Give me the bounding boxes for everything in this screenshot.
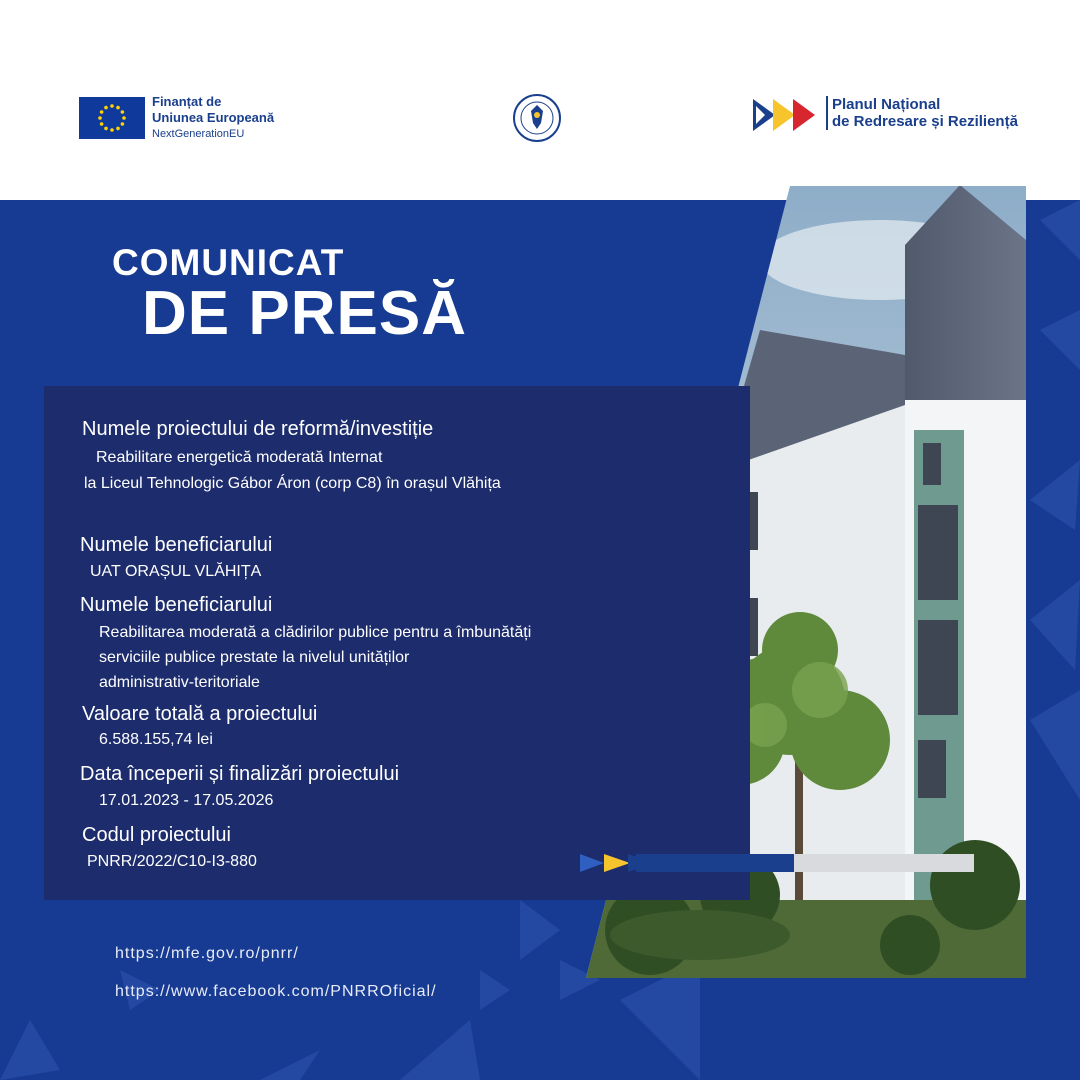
project-name-heading: Numele proiectului de reformă/investiție [82,418,434,440]
beneficiary-value: UAT ORAȘUL VLĂHIȚA [90,563,262,580]
project-details-panel [44,386,750,900]
project-name-line2: la Liceul Tehnologic Gábor Áron (corp C8) în orașul Vlăhița [84,475,501,492]
arrow-strip-icon [578,852,978,874]
eu-line2: Uniunea Europeană [152,110,275,125]
total-value: 6.588.155,74 lei [99,731,213,748]
dates-value: 17.01.2023 - 17.05.2026 [99,792,274,809]
objective-line3: administrativ-teritoriale [99,674,260,691]
pnrr-line1: Planul Național [832,96,941,113]
project-name-line1: Reabilitare energetică moderată Internat [96,449,383,466]
facebook-link[interactable]: https://www.facebook.com/PNRROficial/ [115,983,437,1000]
website-link[interactable]: https://mfe.gov.ro/pnrr/ [115,945,299,962]
objective-line1: Reabilitarea moderată a clădirilor publice pentru a îmbunătăți [99,624,532,641]
project-code-value: PNRR/2022/C10-I3-880 [87,853,257,870]
eu-line3: NextGenerationEU [152,128,245,140]
total-value-heading: Valoare totală a proiectului [82,703,318,725]
title-line1: COMUNICAT [112,242,345,283]
objective-line2: serviciile publice prestate la nivelul unităților [99,649,410,666]
beneficiary-heading: Numele beneficiarului [80,534,273,556]
dates-heading: Data începerii și finalizări proiectului [80,763,400,785]
title-line2: DE PRESĂ [142,279,467,348]
eu-line1: Finanțat de [152,94,222,109]
project-code-heading: Codul proiectului [82,824,231,846]
pnrr-line2: de Redresare și Reziliență [832,113,1018,130]
beneficiary-heading-2: Numele beneficiarului [80,594,273,616]
